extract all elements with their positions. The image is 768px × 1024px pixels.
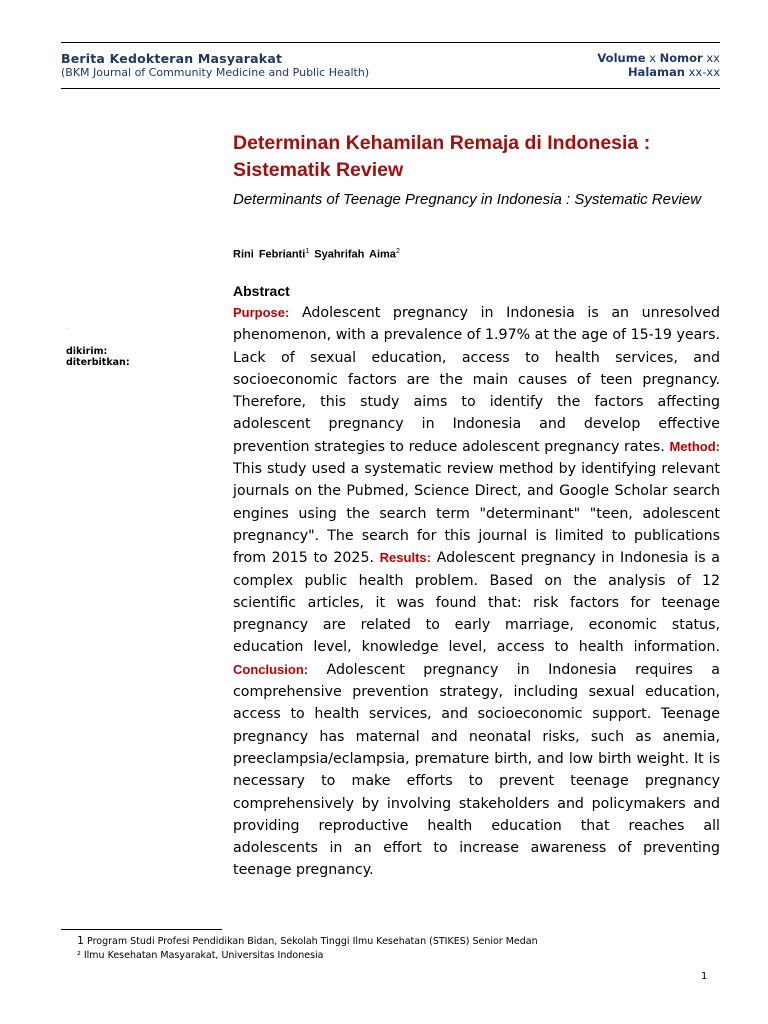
purpose-label: Purpose: bbox=[233, 305, 290, 320]
footnote-1 bbox=[77, 935, 538, 948]
page-number: 1 bbox=[701, 971, 708, 982]
volume-value: x bbox=[649, 51, 656, 65]
conclusion-text: Adolescent pregnancy in Indonesia requires a comprehensive prevention strategy, including sexual education, access to health services, and socioeconomic support. Teenage pregnancy has maternal and neonatal risks, such as anemia, preeclampsia/eclampsia, premature birth, and low birth weight. It is necessary to make efforts to prevent teenage pregnancy comprehensively by involving stakeholders and policymakers and providing reproductive health education that reaches all adolescents in an effort to increase awareness of preventing teenage pregnancy. bbox=[233, 661, 720, 879]
author-name: Rini Febrianti bbox=[233, 248, 306, 261]
footnote-separator bbox=[61, 929, 222, 930]
published-label: diterbitkan: bbox=[66, 357, 130, 368]
journal-name: Berita Kedokteran Masyarakat bbox=[61, 51, 283, 66]
author-list bbox=[233, 248, 400, 261]
method-text: This study used a systematic review method by identifying relevant journals on the Pubmed, Science Direct, and Google Scholar search engines using the search term "determinant" "teen, adolescent pregnancy". The search for this journal is limited to publications from 2015 to 2025. bbox=[233, 461, 720, 567]
footnote-2-text: Ilmu Kesehatan Masyarakat, Universitas Indonesia bbox=[83, 950, 324, 961]
journal-subtitle: (BKM Journal of Community Medicine and Public Health) bbox=[61, 66, 370, 79]
author-affiliation-mark: 2 bbox=[395, 248, 400, 255]
footnote-1-number: 1 bbox=[77, 934, 84, 947]
article-title-english: Determinants of Teenage Pregnancy in Indonesia : Systematic Review bbox=[233, 191, 702, 208]
footnote-2 bbox=[77, 950, 324, 962]
abstract-body bbox=[233, 302, 720, 882]
footnote-2-number: ² bbox=[77, 950, 81, 961]
pages-line bbox=[597, 65, 720, 79]
volume-line bbox=[597, 51, 720, 65]
article-title: Determinan Kehamilan Remaja di Indonesia : Sistematik Review bbox=[233, 132, 651, 181]
author-name: Syahrifah Aima bbox=[314, 248, 396, 261]
header-top-rule bbox=[61, 42, 720, 43]
sidebar-marker: · bbox=[66, 326, 68, 333]
halaman-value: xx-xx bbox=[688, 65, 720, 79]
article-dates bbox=[66, 346, 130, 368]
issue-info bbox=[597, 51, 720, 79]
conclusion-label: Conclusion: bbox=[233, 661, 309, 677]
header-bottom-rule bbox=[61, 88, 720, 89]
author-affiliation-mark: 1 bbox=[305, 248, 310, 255]
results-text: Adolescent pregnancy in Indonesia is a complex public health problem. Based on the analysis of 12 scientific articles, it was found that: risk factors for teenage pregnancy are related to early marriage, economic status, education level, knowledge level, access to health information. bbox=[233, 550, 720, 656]
abstract-heading: Abstract bbox=[233, 283, 290, 299]
nomor-label: Nomor bbox=[659, 51, 703, 65]
method-label: Method: bbox=[669, 438, 720, 454]
volume-label: Volume bbox=[597, 51, 646, 65]
results-label: Results: bbox=[379, 550, 431, 566]
journal-header bbox=[61, 51, 369, 79]
footnote-1-text: Program Studi Profesi Pendidikan Bidan, Sekolah Tinggi Ilmu Kesehatan (STIKES) Senior Medan bbox=[87, 936, 538, 947]
purpose-text: Adolescent pregnancy in Indonesia is an unresolved phenomenon, with a prevalence of 1.97% at the age of 15-19 years. Lack of sexual education, access to health services, and socioeconomic factors are the main causes of teen pregnancy. Therefore, this study aims to identify the factors affecting adolescent pregnancy in Indonesia and develop effective prevention strategies to reduce adolescent pregnancy rates. bbox=[233, 305, 721, 455]
halaman-label: Halaman bbox=[627, 65, 685, 79]
nomor-value: xx bbox=[706, 51, 720, 65]
submitted-label: dikirim: bbox=[66, 346, 108, 357]
